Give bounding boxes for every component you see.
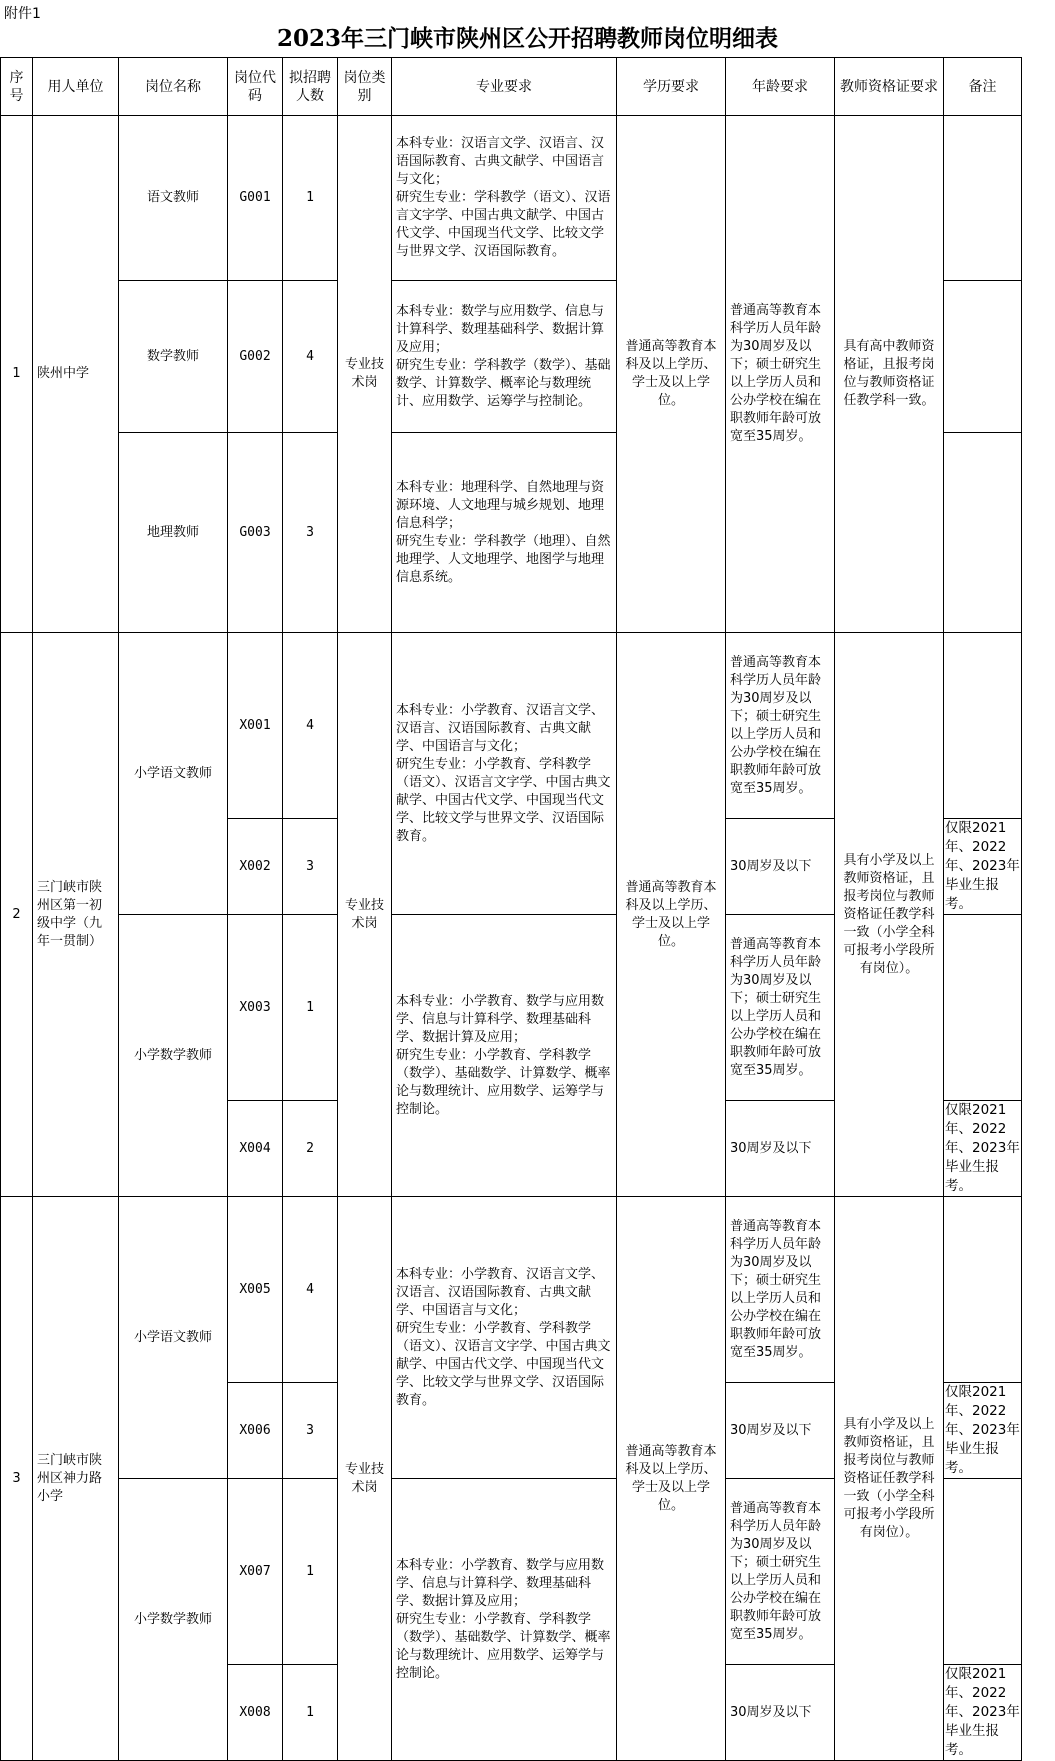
remark-cell (944, 281, 1022, 433)
page-title: 2023年三门峡市陕州区公开招聘教师岗位明细表 (276, 25, 778, 52)
count-cell: 3 (283, 819, 338, 915)
position-cell: 小学语文教师 (119, 633, 228, 915)
major-cell: 本科专业：小学教育、汉语言文学、汉语言、汉语国际教育、古典文献学、中国语言与文化； 研究生专业：小学教育、学科教学（语文）、汉语言文字学、中国古典文献学、中国古代文学、中国现当代文学、比较文学与世界文学、汉语国际教育。 (392, 633, 617, 915)
header-cert: 教师资格证要求 (835, 58, 944, 116)
position-cell: 小学数学教师 (119, 1479, 228, 1761)
remark-cell (944, 633, 1022, 819)
table-row (1, 1197, 1022, 1383)
major-cell: 本科专业：小学教育、数学与应用数学、信息与计算科学、数理基础科学、数据计算及应用； 研究生专业：小学教育、学科教学（数学）、基础数学、计算数学、概率论与数理统计、应用数学、运筹学与控制论。 (392, 915, 617, 1197)
seq-cell: 3 (1, 1197, 33, 1761)
count-cell: 4 (283, 281, 338, 433)
recruitment-table (0, 57, 1022, 1761)
major-cell: 本科专业：汉语言文学、汉语言、汉语国际教育、古典文献学、中国语言与文化； 研究生专业：学科教学（语文）、汉语言文字学、中国古典文献学、中国古代文学、中国现当代文学、比较文学与世界文学、汉语国际教育。 (392, 116, 617, 281)
code-cell: X003 (228, 915, 283, 1101)
seq-cell: 1 (1, 116, 33, 633)
header-education: 学历要求 (617, 58, 726, 116)
age-cell: 普通高等教育本科学历人员年龄为30周岁及以下；硕士研究生以上学历人员和公办学校在编在职教师年龄可放宽至35周岁。 (726, 1197, 835, 1383)
category-cell: 专业技术岗 (338, 116, 392, 633)
education-cell: 普通高等教育本科及以上学历、学士及以上学位。 (617, 633, 726, 1197)
age-cell: 普通高等教育本科学历人员年龄为30周岁及以下；硕士研究生以上学历人员和公办学校在编在职教师年龄可放宽至35周岁。 (726, 633, 835, 819)
code-cell: X002 (228, 819, 283, 915)
header-unit: 用人单位 (33, 58, 119, 116)
code-cell: X006 (228, 1383, 283, 1479)
unit-cell: 三门峡市陕州区第一初级中学（九年一贯制） (33, 633, 119, 1197)
unit-cell: 三门峡市陕州区神力路小学 (33, 1197, 119, 1761)
major-cell: 本科专业：数学与应用数学、信息与计算科学、数理基础科学、数据计算及应用； 研究生专业：学科教学（数学）、基础数学、计算数学、概率论与数理统计、应用数学、运筹学与控制论。 (392, 281, 617, 433)
major-cell: 本科专业：小学教育、数学与应用数学、信息与计算科学、数理基础科学、数据计算及应用； 研究生专业：小学教育、学科教学（数学）、基础数学、计算数学、概率论与数理统计、应用数学、运筹学与控制论。 (392, 1479, 617, 1761)
header-age: 年龄要求 (726, 58, 835, 116)
remark-cell (944, 433, 1022, 633)
age-cell: 普通高等教育本科学历人员年龄为30周岁及以下；硕士研究生以上学历人员和公办学校在编在职教师年龄可放宽至35周岁。 (726, 915, 835, 1101)
table-row (1, 633, 1022, 819)
header-count: 拟招聘人数 (283, 58, 338, 116)
code-cell: X007 (228, 1479, 283, 1665)
position-cell: 数学教师 (119, 281, 228, 433)
education-cell: 普通高等教育本科及以上学历、学士及以上学位。 (617, 116, 726, 633)
remark-cell (944, 116, 1022, 281)
table-header-row (1, 58, 1022, 116)
category-cell: 专业技术岗 (338, 1197, 392, 1761)
education-cell: 普通高等教育本科及以上学历、学士及以上学位。 (617, 1197, 726, 1761)
age-cell: 30周岁及以下 (726, 1101, 835, 1197)
count-cell: 4 (283, 633, 338, 819)
remark-cell (944, 1479, 1022, 1665)
cert-cell: 具有小学及以上教师资格证，且报考岗位与教师资格证任教学科一致（小学全科可报考小学段所有岗位）。 (835, 633, 944, 1197)
remark-cell: 仅限2021年、2022年、2023年毕业生报考。 (944, 1383, 1022, 1479)
header-category: 岗位类别 (338, 58, 392, 116)
age-cell: 普通高等教育本科学历人员年龄为30周岁及以下；硕士研究生以上学历人员和公办学校在编在职教师年龄可放宽至35周岁。 (726, 1479, 835, 1665)
remark-cell: 仅限2021年、2022年、2023年毕业生报考。 (944, 1665, 1022, 1761)
unit-cell: 陕州中学 (33, 116, 119, 633)
count-cell: 1 (283, 1479, 338, 1665)
cert-cell: 具有高中教师资格证，且报考岗位与教师资格证任教学科一致。 (835, 116, 944, 633)
table-row (1, 116, 1022, 281)
code-cell: X001 (228, 633, 283, 819)
header-code: 岗位代码 (228, 58, 283, 116)
count-cell: 3 (283, 1383, 338, 1479)
position-cell: 地理教师 (119, 433, 228, 633)
cert-cell: 具有小学及以上教师资格证，且报考岗位与教师资格证任教学科一致（小学全科可报考小学段所有岗位）。 (835, 1197, 944, 1761)
age-cell: 30周岁及以下 (726, 1383, 835, 1479)
major-cell: 本科专业：地理科学、自然地理与资源环境、人文地理与城乡规划、地理信息科学； 研究生专业：学科教学（地理）、自然地理学、人文地理学、地图学与地理信息系统。 (392, 433, 617, 633)
count-cell: 1 (283, 1665, 338, 1761)
seq-cell: 2 (1, 633, 33, 1197)
position-cell: 小学数学教师 (119, 915, 228, 1197)
count-cell: 2 (283, 1101, 338, 1197)
header-remark: 备注 (944, 58, 1022, 116)
count-cell: 1 (283, 915, 338, 1101)
remark-cell (944, 1197, 1022, 1383)
category-cell: 专业技术岗 (338, 633, 392, 1197)
remark-cell (944, 915, 1022, 1101)
header-seq: 序号 (1, 58, 33, 116)
header-position: 岗位名称 (119, 58, 228, 116)
code-cell: X004 (228, 1101, 283, 1197)
age-cell: 30周岁及以下 (726, 1665, 835, 1761)
position-cell: 语文教师 (119, 116, 228, 281)
count-cell: 3 (283, 433, 338, 633)
code-cell: X008 (228, 1665, 283, 1761)
attachment-label: 附件1 (4, 6, 41, 22)
header-major: 专业要求 (392, 58, 617, 116)
age-cell: 普通高等教育本科学历人员年龄为30周岁及以下；硕士研究生以上学历人员和公办学校在编在职教师年龄可放宽至35周岁。 (726, 116, 835, 633)
remark-cell: 仅限2021年、2022年、2023年毕业生报考。 (944, 819, 1022, 915)
count-cell: 4 (283, 1197, 338, 1383)
code-cell: G001 (228, 116, 283, 281)
remark-cell: 仅限2021年、2022年、2023年毕业生报考。 (944, 1101, 1022, 1197)
code-cell: G002 (228, 281, 283, 433)
code-cell: X005 (228, 1197, 283, 1383)
code-cell: G003 (228, 433, 283, 633)
count-cell: 1 (283, 116, 338, 281)
age-cell: 30周岁及以下 (726, 819, 835, 915)
major-cell: 本科专业：小学教育、汉语言文学、汉语言、汉语国际教育、古典文献学、中国语言与文化； 研究生专业：小学教育、学科教学（语文）、汉语言文字学、中国古典文献学、中国古代文学、中国现当代文学、比较文学与世界文学、汉语国际教育。 (392, 1197, 617, 1479)
position-cell: 小学语文教师 (119, 1197, 228, 1479)
